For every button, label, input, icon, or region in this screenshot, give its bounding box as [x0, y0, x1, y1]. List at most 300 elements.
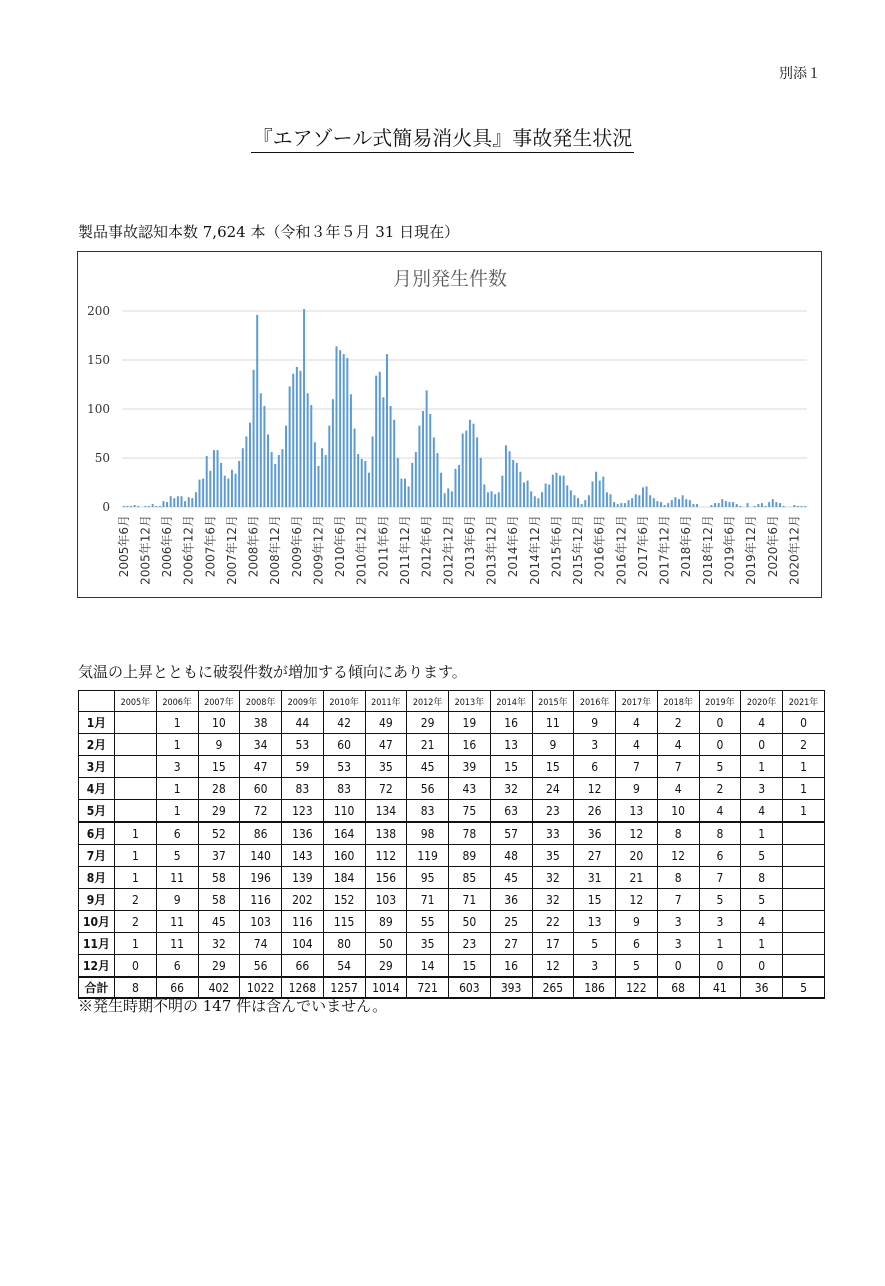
year-header: 2016年 [574, 691, 616, 712]
chart-bar [217, 450, 219, 507]
x-tick-label: 2005年12月 [138, 515, 153, 585]
chart-bar [523, 483, 525, 508]
chart-bar [400, 479, 402, 507]
chart-bar [408, 486, 410, 507]
table-cell: 10 [657, 800, 699, 823]
chart-bar [656, 501, 658, 507]
chart-bar [599, 481, 601, 507]
table-cell: 603 [449, 977, 491, 998]
table-cell: 4 [657, 778, 699, 800]
year-header: 2015年 [532, 691, 574, 712]
table-cell: 27 [574, 845, 616, 867]
table-cell: 0 [699, 734, 741, 756]
chart-bar [534, 496, 536, 507]
x-tick-label: 2014年12月 [527, 515, 542, 585]
x-tick-label: 2019年12月 [744, 515, 759, 585]
chart-bar [429, 414, 431, 507]
table-cell: 6 [616, 933, 658, 955]
row-label: 合計 [79, 977, 115, 998]
chart-bar [541, 492, 543, 507]
table-row [79, 889, 825, 911]
chart-bar [570, 490, 572, 507]
chart-bar [617, 504, 619, 507]
chart-bar [588, 495, 590, 507]
table-cell: 32 [532, 889, 574, 911]
table-cell: 1 [741, 822, 783, 845]
chart-bar [505, 445, 507, 507]
table-cell: 68 [657, 977, 699, 998]
chart-bar [382, 397, 384, 507]
chart-bar [372, 436, 374, 507]
table-cell: 35 [532, 845, 574, 867]
table-cell: 103 [365, 889, 407, 911]
chart-bar [307, 393, 309, 507]
table-cell: 4 [741, 911, 783, 933]
table-cell: 60 [240, 778, 282, 800]
chart-bar [649, 495, 651, 507]
x-tick-label: 2015年6月 [549, 515, 564, 578]
chart-bar [476, 437, 478, 507]
table-header-row [79, 691, 825, 712]
chart-bar [253, 370, 255, 507]
chart-bar [714, 503, 716, 507]
table-cell: 1 [699, 933, 741, 955]
table-cell: 56 [407, 778, 449, 800]
table-cell [783, 822, 825, 845]
chart-bar [426, 390, 428, 507]
table-cell: 1 [156, 800, 198, 823]
x-tick-label: 2013年12月 [484, 515, 499, 585]
year-header: 2010年 [323, 691, 365, 712]
table-cell: 152 [323, 889, 365, 911]
year-header: 2005年 [115, 691, 157, 712]
table-cell: 13 [490, 734, 532, 756]
table-cell [115, 778, 157, 800]
chart-bar [725, 501, 727, 507]
table-cell: 29 [407, 712, 449, 734]
table-cell: 35 [365, 756, 407, 778]
table-cell: 25 [490, 911, 532, 933]
chart-bar [721, 499, 723, 507]
table-row [79, 911, 825, 933]
table-cell: 2 [657, 712, 699, 734]
chart-bar [159, 506, 161, 507]
table-cell: 48 [490, 845, 532, 867]
chart-bar [393, 420, 395, 507]
table-cell: 11 [532, 712, 574, 734]
chart-bar [465, 431, 467, 507]
table-cell: 53 [323, 756, 365, 778]
table-cell: 11 [156, 933, 198, 955]
chart-bar [235, 474, 237, 507]
row-label: 7月 [79, 845, 115, 867]
chart-bar [473, 424, 475, 507]
chart-bar [418, 426, 420, 507]
table-cell: 16 [449, 734, 491, 756]
table-cell: 9 [156, 889, 198, 911]
chart-bar [433, 437, 435, 507]
chart-bar [768, 502, 770, 507]
chart-bar [245, 436, 247, 507]
x-tick-label: 2008年6月 [246, 515, 261, 578]
chart-bar [285, 426, 287, 507]
table-cell: 4 [741, 800, 783, 823]
chart-bar [404, 479, 406, 507]
table-cell: 1014 [365, 977, 407, 998]
table-cell: 39 [449, 756, 491, 778]
year-header: 2006年 [156, 691, 198, 712]
year-header: 2019年 [699, 691, 741, 712]
chart-bar [696, 504, 698, 507]
table-cell: 58 [198, 867, 240, 889]
year-header: 2007年 [198, 691, 240, 712]
table-cell: 15 [574, 889, 616, 911]
chart-bar [184, 501, 186, 507]
table-cell: 140 [240, 845, 282, 867]
table-cell: 2 [115, 889, 157, 911]
table-cell: 86 [240, 822, 282, 845]
x-tick-label: 2019年6月 [722, 515, 737, 578]
chart-bar [224, 476, 226, 507]
table-cell: 5 [156, 845, 198, 867]
table-cell: 6 [156, 822, 198, 845]
chart-bar [509, 451, 511, 507]
y-tick-label: 100 [87, 402, 110, 416]
chart-bar [678, 499, 680, 507]
table-cell: 41 [699, 977, 741, 998]
chart-bar [577, 498, 579, 507]
x-tick-label: 2015年12月 [571, 515, 586, 585]
table-cell: 8 [657, 822, 699, 845]
table-cell: 7 [657, 756, 699, 778]
x-tick-label: 2006年12月 [181, 515, 196, 585]
chart-bar [274, 464, 276, 507]
table-cell: 3 [574, 955, 616, 978]
table-cell: 393 [490, 977, 532, 998]
chart-bar [155, 506, 157, 507]
chart-bar [801, 506, 803, 507]
x-tick-label: 2012年6月 [419, 515, 434, 578]
table-cell [783, 911, 825, 933]
table-cell: 721 [407, 977, 449, 998]
table-cell: 122 [616, 977, 658, 998]
x-tick-label: 2009年12月 [311, 515, 326, 585]
table-cell: 3 [574, 734, 616, 756]
table-cell: 21 [407, 734, 449, 756]
chart-bar [667, 503, 669, 507]
chart-bar [271, 452, 273, 507]
table-cell: 1 [783, 756, 825, 778]
table-cell: 34 [240, 734, 282, 756]
table-cell: 15 [532, 756, 574, 778]
chart-bar [487, 492, 489, 507]
table-cell: 2 [115, 911, 157, 933]
table-cell: 83 [323, 778, 365, 800]
chart-bar [397, 458, 399, 507]
chart-bar [729, 502, 731, 507]
chart-bar [440, 473, 442, 507]
chart-bar [386, 354, 388, 507]
table-cell: 4 [699, 800, 741, 823]
row-label: 8月 [79, 867, 115, 889]
table-cell: 58 [198, 889, 240, 911]
table-cell: 47 [240, 756, 282, 778]
table-cell: 1 [115, 867, 157, 889]
table-cell: 71 [449, 889, 491, 911]
table-cell: 1 [115, 933, 157, 955]
chart-bar [451, 491, 453, 507]
monthly-table [78, 690, 825, 999]
x-tick-label: 2006年6月 [160, 515, 175, 578]
table-cell: 19 [449, 712, 491, 734]
chart-bar [660, 502, 662, 507]
chart-bar [779, 503, 781, 507]
table-cell [115, 756, 157, 778]
year-header: 2012年 [407, 691, 449, 712]
table-cell: 17 [532, 933, 574, 955]
table-cell: 116 [282, 911, 324, 933]
chart-bar [793, 505, 795, 507]
table-cell: 36 [574, 822, 616, 845]
table-cell: 1 [156, 734, 198, 756]
chart-bar [797, 506, 799, 507]
table-cell: 2 [783, 734, 825, 756]
chart-bar [613, 502, 615, 507]
chart-bar [202, 479, 204, 507]
chart-bar [530, 491, 532, 507]
year-header: 2021年 [783, 691, 825, 712]
x-tick-label: 2020年6月 [765, 515, 780, 578]
x-tick-label: 2011年12月 [398, 515, 412, 585]
table-row [79, 778, 825, 800]
chart-bar [126, 506, 128, 507]
table-cell: 104 [282, 933, 324, 955]
table-cell: 31 [574, 867, 616, 889]
table-cell [783, 867, 825, 889]
chart-bar [336, 346, 338, 507]
table-corner-cell [79, 691, 115, 712]
chart-bar [415, 452, 417, 507]
table-cell: 14 [407, 955, 449, 978]
table-cell: 49 [365, 712, 407, 734]
table-cell: 5 [574, 933, 616, 955]
chart-bar [318, 466, 320, 507]
table-cell: 6 [574, 756, 616, 778]
table-cell: 57 [490, 822, 532, 845]
table-cell: 83 [407, 800, 449, 823]
chart-bar [188, 497, 190, 507]
table-cell: 45 [407, 756, 449, 778]
table-cell: 74 [240, 933, 282, 955]
table-cell: 110 [323, 800, 365, 823]
table-cell: 66 [156, 977, 198, 998]
table-row [79, 845, 825, 867]
table-cell: 5 [616, 955, 658, 978]
table-cell: 134 [365, 800, 407, 823]
table-cell: 156 [365, 867, 407, 889]
table-cell [115, 734, 157, 756]
table-cell: 6 [156, 955, 198, 978]
x-tick-label: 2014年6月 [506, 515, 521, 578]
chart-bar [602, 477, 604, 507]
table-cell: 8 [115, 977, 157, 998]
table-cell: 35 [407, 933, 449, 955]
table-cell: 196 [240, 867, 282, 889]
chart-bar [206, 456, 208, 507]
row-label: 3月 [79, 756, 115, 778]
table-cell: 1268 [282, 977, 324, 998]
table-cell: 54 [323, 955, 365, 978]
chart-bar [754, 506, 756, 507]
chart-bar [130, 506, 132, 507]
chart-bar [195, 492, 197, 507]
table-cell: 9 [616, 778, 658, 800]
chart-bar [249, 423, 251, 507]
chart-bar [332, 399, 334, 507]
chart-bar [134, 505, 136, 507]
chart-bar [710, 505, 712, 507]
table-row [79, 712, 825, 734]
table-cell: 23 [532, 800, 574, 823]
table-cell: 1 [783, 800, 825, 823]
table-cell: 12 [616, 889, 658, 911]
chart-bar [628, 500, 630, 507]
table-cell: 12 [532, 955, 574, 978]
footnote: ※発生時期不明の 147 件は含んでいません。 [78, 997, 388, 1015]
table-cell: 63 [490, 800, 532, 823]
table-cell: 1022 [240, 977, 282, 998]
table-cell: 33 [532, 822, 574, 845]
table-cell: 24 [532, 778, 574, 800]
chart-bar [689, 500, 691, 507]
chart-bar [624, 503, 626, 507]
chart-bar [220, 463, 222, 507]
table-cell: 42 [323, 712, 365, 734]
table-cell: 15 [490, 756, 532, 778]
table-cell: 2 [699, 778, 741, 800]
chart-bar [310, 405, 312, 507]
chart-bar [379, 372, 381, 507]
table-cell: 3 [156, 756, 198, 778]
chart-bar [664, 505, 666, 507]
table-cell: 85 [449, 867, 491, 889]
year-header: 2009年 [282, 691, 324, 712]
chart-bar [736, 504, 738, 507]
table-cell: 16 [490, 712, 532, 734]
row-label: 9月 [79, 889, 115, 911]
table-row [79, 867, 825, 889]
table-cell: 45 [490, 867, 532, 889]
chart-bar [765, 506, 767, 507]
chart-bar [584, 500, 586, 507]
table-cell: 265 [532, 977, 574, 998]
table-row [79, 800, 825, 823]
x-tick-label: 2018年6月 [679, 515, 694, 578]
table-cell: 116 [240, 889, 282, 911]
chart-bar [354, 429, 356, 507]
chart-bar [166, 502, 168, 507]
table-cell: 66 [282, 955, 324, 978]
table-cell [783, 845, 825, 867]
chart-bar [209, 471, 211, 507]
chart-bar [563, 476, 565, 507]
table-cell: 11 [156, 867, 198, 889]
chart-bar [757, 504, 759, 507]
chart-bar [642, 487, 644, 507]
year-header: 2013年 [449, 691, 491, 712]
chart-bar [267, 434, 269, 507]
table-cell: 4 [616, 734, 658, 756]
chart-bar [325, 455, 327, 507]
x-tick-label: 2010年12月 [354, 515, 369, 585]
chart-bar [739, 506, 741, 507]
row-label: 12月 [79, 955, 115, 978]
chart-bar [718, 503, 720, 507]
chart-bar [123, 506, 125, 507]
y-tick-label: 150 [87, 353, 110, 367]
chart-bar [263, 406, 265, 507]
table-cell: 7 [616, 756, 658, 778]
table-cell: 56 [240, 955, 282, 978]
year-header: 2011年 [365, 691, 407, 712]
table-cell: 15 [198, 756, 240, 778]
chart-bar [411, 463, 413, 507]
chart-bar [631, 498, 633, 507]
table-cell: 50 [449, 911, 491, 933]
table-cell: 36 [490, 889, 532, 911]
table-cell: 89 [365, 911, 407, 933]
table-cell: 9 [532, 734, 574, 756]
chart-bar [256, 315, 258, 507]
table-cell: 164 [323, 822, 365, 845]
row-label: 2月 [79, 734, 115, 756]
table-cell: 7 [657, 889, 699, 911]
x-tick-label: 2005年6月 [116, 515, 131, 578]
table-row [79, 734, 825, 756]
table-cell: 143 [282, 845, 324, 867]
chart-bar [390, 406, 392, 507]
chart-bar [148, 506, 150, 507]
chart-bar [610, 494, 612, 507]
year-header: 2018年 [657, 691, 699, 712]
table-cell: 32 [198, 933, 240, 955]
chart-bar [152, 504, 154, 507]
chart-bar [519, 472, 521, 507]
table-cell: 1 [115, 845, 157, 867]
chart-bar [137, 506, 139, 507]
table-cell: 3 [657, 933, 699, 955]
row-label: 10月 [79, 911, 115, 933]
table-cell: 23 [449, 933, 491, 955]
table-cell: 9 [616, 911, 658, 933]
table-cell: 3 [741, 778, 783, 800]
table-cell: 21 [616, 867, 658, 889]
table-cell: 0 [657, 955, 699, 978]
table-cell: 12 [657, 845, 699, 867]
table-cell: 136 [282, 822, 324, 845]
chart-bar [296, 367, 298, 507]
table-cell: 1257 [323, 977, 365, 998]
chart-bar [491, 491, 493, 507]
chart-bar [375, 376, 377, 507]
chart-bar [238, 461, 240, 507]
chart-bar [581, 504, 583, 507]
chart-bar [635, 494, 637, 507]
table-cell: 7 [699, 867, 741, 889]
table-cell: 0 [741, 955, 783, 978]
chart-bar [685, 499, 687, 507]
monthly-chart [77, 251, 822, 598]
